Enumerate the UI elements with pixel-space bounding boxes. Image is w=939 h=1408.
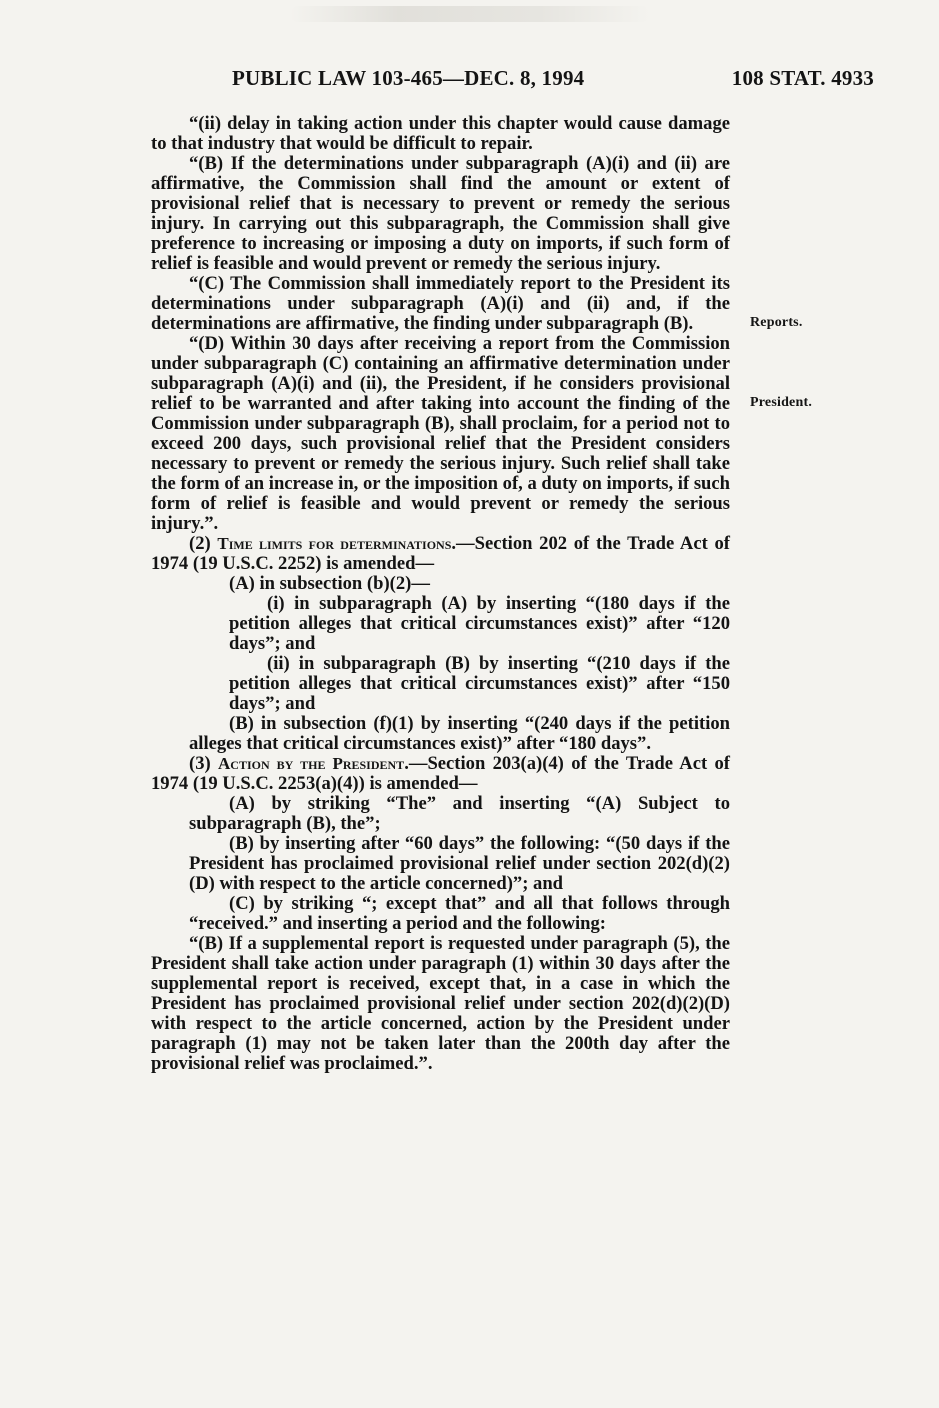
document-body xyxy=(151,114,730,1074)
paragraph-2A-ii: (ii) in subparagraph (B) by inserting “(210 days if the petition alleges that critical circumstances exist)” after “150 days”; and xyxy=(229,653,730,714)
paragraph-2A-i: (i) in subparagraph (A) by inserting “(180 days if the petition alleges that critical circumstances exist)” after “120 days”; and xyxy=(229,593,730,654)
margin-note-president: President. xyxy=(750,395,813,410)
page-header xyxy=(232,66,874,96)
paragraph-3C: (C) by striking “; except that” and all that follows through “received.” and inserting a period and the following: xyxy=(189,893,730,934)
paragraph-2-time-limits xyxy=(151,534,730,574)
paragraph-3B: (B) by inserting after “60 days” the following: “(50 days if the President has proclaimed provisional relief under section 202(d)(2)(D) with respect to the article concerned)”; and xyxy=(189,833,730,894)
margin-note-reports: Reports. xyxy=(750,315,803,330)
paragraph-3-text: .—Section 203(a)(4) of the Trade Act of 1974 (19 U.S.C. 2253(a)(4)) is amended— xyxy=(151,753,730,794)
paragraph-2A: (A) in subsection (b)(2)— xyxy=(229,573,430,594)
scan-smudge xyxy=(290,6,650,22)
paragraph-D-president: “(D) Within 30 days after receiving a report from the Commission under subparagraph (C) containing an affirmative determination under subparagraph (A)(i) and (ii), the President, if he considers provisional relief to be warranted and after taking into account the finding of the Commission under subparagraph (B), shall proclaim, for a period not to exceed 200 days, such provisional relief that the President considers necessary to prevent or remedy the serious injury. Such relief shall take the form of an increase in, or the imposition of, a duty on imports, if such form of relief is feasible and would prevent or remedy the serious injury.”. xyxy=(151,333,730,534)
header-law-title: PUBLIC LAW 103-465—DEC. 8, 1994 xyxy=(232,66,585,90)
paragraph-supplemental-report: “(B) If a supplemental report is requested under paragraph (5), the President shall take action under paragraph (1) within 30 days after the supplemental report is received, except that, in a case in which the President has proclaimed provisional relief under section 202(d)(2)(D) with respect to the article concerned, action by the President under paragraph (1) may not be taken later than the 200th day after the provisional relief was proclaimed.”. xyxy=(151,933,730,1074)
paragraph-2B: (B) in subsection (f)(1) by inserting “(240 days if the petition alleges that critical circumstances exist)” after “180 days”. xyxy=(189,713,730,754)
header-stat-page: 108 STAT. 4933 xyxy=(731,66,874,90)
paragraph-ii-delay: “(ii) delay in taking action under this chapter would cause damage to that industry that would be difficult to repair. xyxy=(151,113,730,154)
paragraph-3A: (A) by striking “The” and inserting “(A) Subject to subparagraph (B), the”; xyxy=(189,793,730,834)
paragraph-2-text: .—Section 202 of the Trade Act of 1974 (19 U.S.C. 2252) is amended— xyxy=(151,533,730,574)
paragraph-3-action xyxy=(151,754,730,794)
paragraph-2-number: (2) xyxy=(189,533,218,554)
paragraph-3-heading: Action by the President xyxy=(218,754,405,773)
paragraph-C-report: “(C) The Commission shall immediately report to the President its determinations under subparagraph (A)(i) and (ii) and, if the determinations are affirmative, the finding under subparagraph (B). xyxy=(151,273,730,334)
paragraph-3-number: (3) xyxy=(189,753,219,774)
paragraph-2-heading: Time limits for determinations xyxy=(217,534,452,553)
paragraph-B-determinations: “(B) If the determinations under subparagraph (A)(i) and (ii) are affirmative, the Commission shall find the amount or extent of provisional relief that is necessary to prevent or remedy the serious injury. In carrying out this subparagraph, the Commission shall give preference to increasing or imposing a duty on imports, if such form of relief is feasible and would prevent or remedy the serious injury. xyxy=(151,153,730,274)
